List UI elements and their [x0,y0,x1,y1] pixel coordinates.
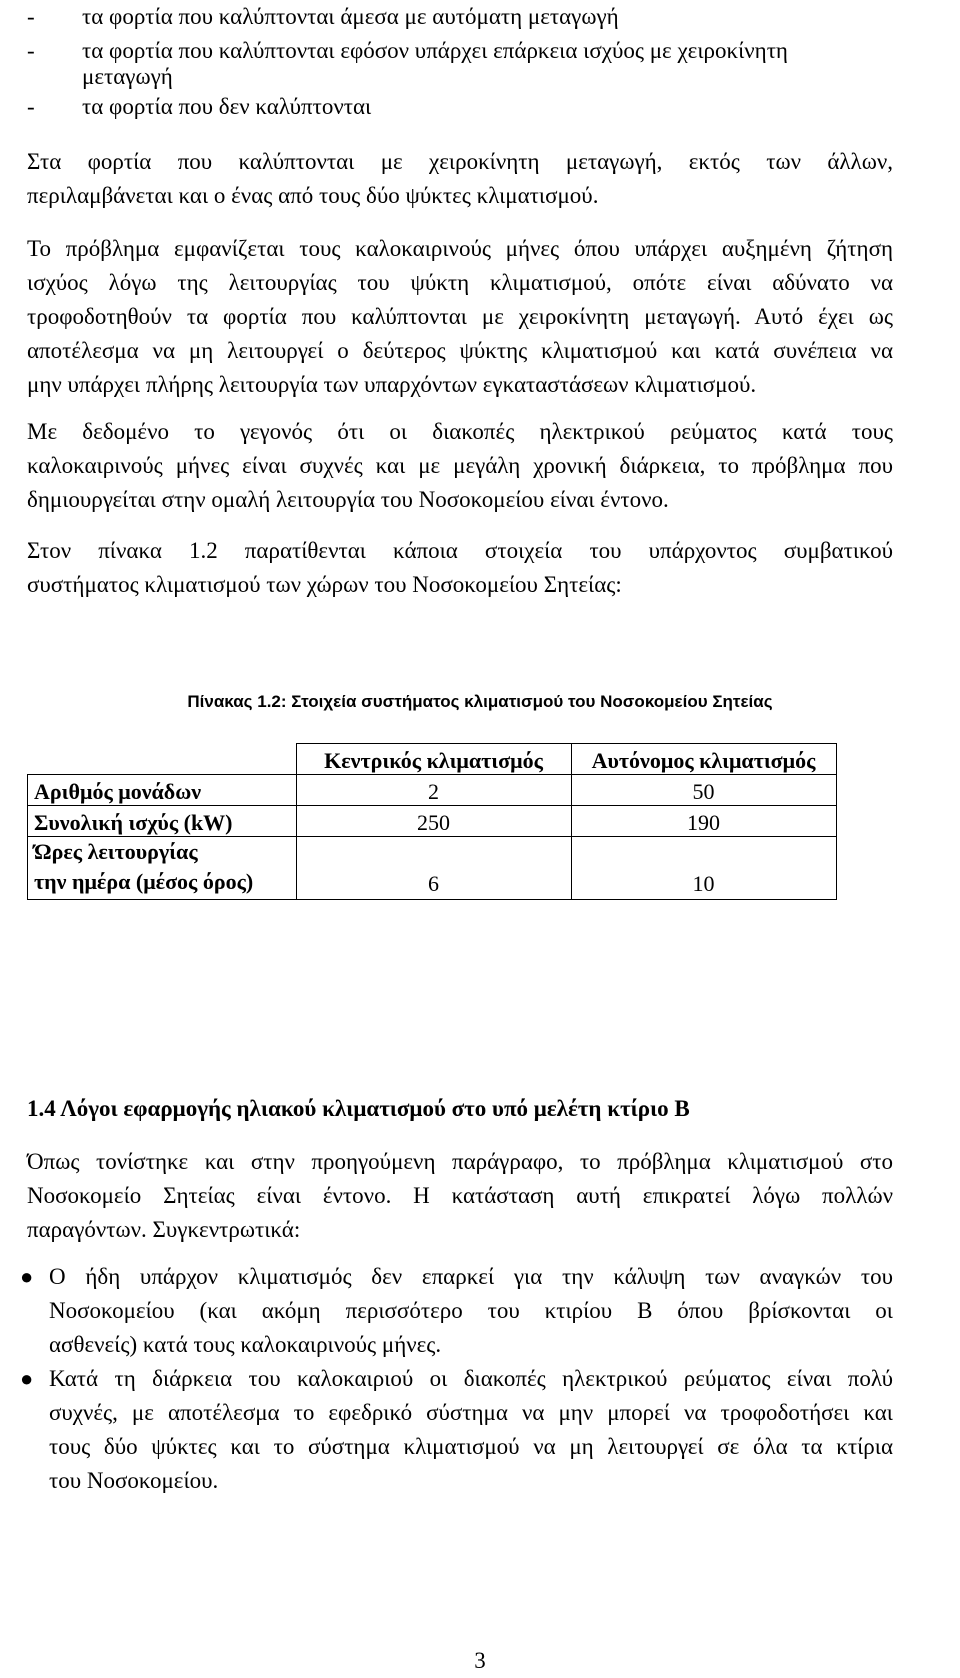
bullet-item-1 [49,1260,893,1362]
bullet-line: Νοσοκομείου (και ακόμη περισσότερο του κτιρίου Β όπου βρίσκονται οι [49,1298,893,1323]
paragraph-line: Το πρόβλημα εμφανίζεται τους καλοκαιρινούς μήνες όπου υπάρχει αυξημένη ζήτηση [27,236,893,261]
paragraph-line: αποτέλεσμα να μη λειτουργεί ο δεύτερος ψύκτης κλιματισμού και κατά συνέπεια να [27,338,893,363]
paragraph-2 [27,232,893,402]
bullet-line: ασθενείς) κατά τους καλοκαιρινούς μήνες. [49,1332,442,1357]
section-heading: 1.4 Λόγοι εφαρμογής ηλιακού κλιματισμού στο υπό μελέτη κτίριο Β [27,1096,690,1121]
table-cell: 250 [296,806,571,837]
table-cell: 10 [571,837,836,900]
dash-item-2: τα φορτία που καλύπτονται εφόσον υπάρχει επάρκεια ισχύος με χειροκίνητη [82,38,788,63]
table-cell: 6 [296,837,571,900]
table-header-autonomous: Αυτόνομος κλιματισμός [571,744,836,775]
bullet-line: Κατά τη διάρκεια του καλοκαιριού οι διακοπές ηλεκτρικού ρεύματος είναι πολύ [49,1366,893,1391]
paragraph-1 [27,145,893,213]
paragraph-line: ισχύος λόγω της λειτουργίας του ψύκτη κλιματισμού, οπότε είναι αδύνατο να [27,270,893,295]
paragraph-line: περιλαμβάνεται και ο ένας από τους δύο ψύκτες κλιματισμού. [27,183,599,208]
paragraph-line: Στον πίνακα 1.2 παρατίθενται κάποια στοιχεία του υπάρχοντος συμβατικού [27,538,893,563]
paragraph-line: καλοκαιρινούς μήνες είναι συχνές και με μεγάλη χρονική διάρκεια, το πρόβλημα που [27,453,893,478]
paragraph-line: Νοσοκομείο Σητείας είναι έντονο. Η κατάσταση αυτή επικρατεί λόγω πολλών [27,1183,893,1208]
table-row-label: Συνολική ισχύς (kW) [28,806,297,837]
table-row-label: Αριθμός μονάδων [28,775,297,806]
table-row-label-line: την ημέρα (μέσος όρος) [34,869,254,894]
bullet-item-2 [49,1362,893,1498]
paragraph-line: Με δεδομένο το γεγονός ότι οι διακοπές ηλεκτρικού ρεύματος κατά τους [27,419,893,444]
paragraph-line: Στα φορτία που καλύπτονται με χειροκίνητη μεταγωγή, εκτός των άλλων, [27,149,893,174]
table-row [28,806,837,837]
paragraph-5 [27,1145,893,1247]
paragraph-line: Όπως τονίστηκε και στην προηγούμενη παράγραφο, το πρόβλημα κλιματισμού στο [27,1149,893,1174]
bullet-icon: ● [20,1264,34,1289]
paragraph-line: μην υπάρχει πλήρης λειτουργία των υπαρχόντων εγκαταστάσεων κλιματισμού. [27,372,757,397]
bullet-line: τους δύο ψύκτες και το σύστημα κλιματισμού να μη λειτουργεί σε όλα τα κτίρια [49,1434,893,1459]
bullet-line: του Νοσοκομείου. [49,1468,219,1493]
paragraph-3 [27,415,893,517]
paragraph-line: παραγόντων. Συγκεντρωτικά: [27,1217,301,1242]
dash-item-3: τα φορτία που δεν καλύπτονται [82,94,372,119]
dash-marker: - [27,4,35,29]
paragraph-line: τροφοδοτηθούν τα φορτία που καλύπτονται με χειροκίνητη μεταγωγή. Αυτό έχει ως [27,304,893,329]
paragraph-line: δημιουργείται στην ομαλή λειτουργία του Νοσοκομείου είναι έντονο. [27,487,669,512]
dash-marker: - [27,38,35,63]
page-number: 3 [474,1648,486,1673]
table-header-row [28,744,837,775]
table-header-central: Κεντρικός κλιματισμός [296,744,571,775]
table-cell: 2 [296,775,571,806]
data-table [27,743,837,900]
bullet-line: συχνές, με αποτέλεσμα το εφεδρικό σύστημα να μην μπορεί να τροφοδοτήσει και [49,1400,893,1425]
table-cell: 50 [571,775,836,806]
dash-marker: - [27,94,35,119]
dash-item-1: τα φορτία που καλύπτονται άμεσα με αυτόματη μεταγωγή [82,4,619,29]
bullet-line: Ο ήδη υπάρχον κλιματισμός δεν επαρκεί για την κάλυψη των αναγκών του [49,1264,893,1289]
table-row-label [28,837,297,900]
table-corner-cell [28,744,297,775]
table-row [28,837,837,900]
table-cell: 190 [571,806,836,837]
paragraph-4 [27,534,893,602]
dash-item-2-continuation: μεταγωγή [82,64,173,89]
bullet-icon: ● [20,1366,34,1391]
table-row [28,775,837,806]
table-caption: Πίνακας 1.2: Στοιχεία συστήματος κλιματισμού του Νοσοκομείου Σητείας [187,692,773,711]
table-row-label-line: Ώρες λειτουργίας [34,839,198,864]
paragraph-line: συστήματος κλιματισμού των χώρων του Νοσοκομείου Σητείας: [27,572,622,597]
